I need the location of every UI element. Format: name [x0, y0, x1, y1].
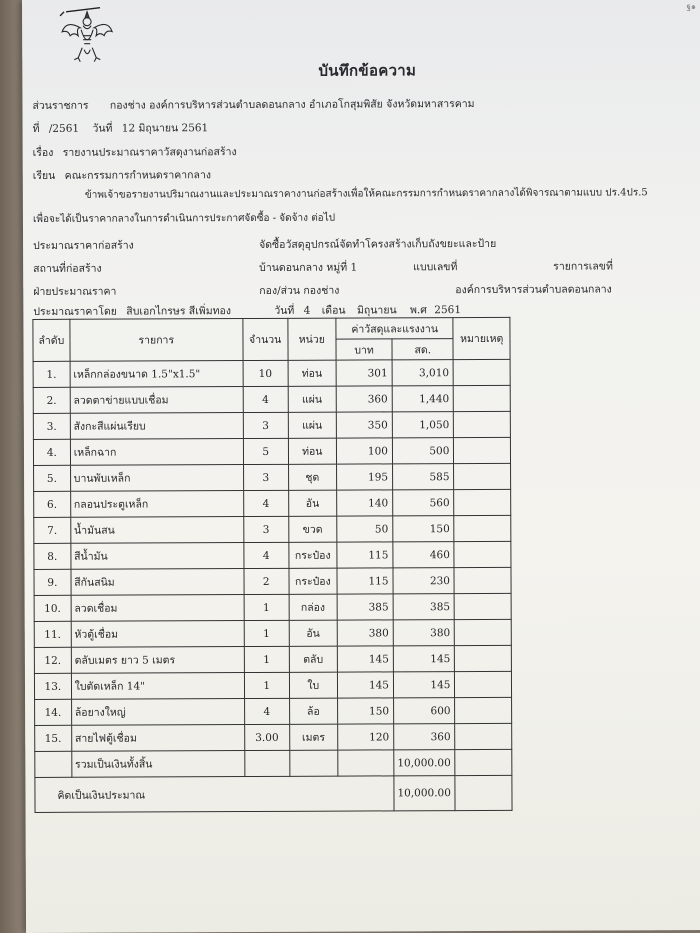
- row-unit-price: 140: [337, 490, 393, 516]
- table-row: [34, 593, 511, 621]
- row-unit-price: 301: [336, 360, 392, 386]
- row-total: 460: [393, 542, 455, 568]
- row-remark: [454, 437, 511, 463]
- row-quantity: 3.00: [245, 724, 290, 750]
- subject-label: เรื่อง: [32, 146, 54, 159]
- body-paragraph-line-2: เพื่อจะได้เป็นราคากลางในการดำเนินการประกาศจัดซื้อ - จัดจ้าง ต่อไป: [32, 212, 336, 225]
- table-row: [34, 515, 511, 543]
- sum-empty-remark: [455, 749, 512, 775]
- header-price: บาท: [336, 339, 392, 360]
- row-number: 10.: [34, 595, 71, 621]
- row-item: ลวดตาข่ายแบบเชื่อม: [70, 387, 243, 414]
- estimate-day: 4: [303, 304, 311, 317]
- sum-row: [35, 749, 512, 777]
- row-number: 15.: [35, 725, 72, 751]
- row-unit: แผ่น: [288, 412, 337, 438]
- row-unit: กระป๋อง: [288, 568, 337, 594]
- row-quantity: 3: [243, 464, 288, 490]
- row-quantity: 1: [244, 646, 289, 672]
- row-remark: [455, 593, 512, 619]
- row-quantity: 4: [243, 386, 288, 412]
- row-item: เหล็กฉาก: [70, 439, 243, 466]
- row-unit: ท่อน: [288, 438, 337, 464]
- sum-empty-qty: [245, 750, 290, 776]
- organization-value: องค์การบริหารส่วนตำบลดอนกลาง: [455, 283, 612, 297]
- department-label: ฝ่ายประมาณราคา: [33, 285, 117, 298]
- row-quantity: 2: [244, 568, 289, 594]
- grand-empty-remark: [455, 775, 512, 810]
- row-remark: [454, 567, 511, 593]
- project-label: ประมาณราคาก่อสร้าง: [33, 239, 134, 252]
- ref-label: ที่: [32, 122, 40, 135]
- table-row: [34, 463, 511, 491]
- row-unit-price: 150: [338, 698, 394, 724]
- row-remark: [454, 515, 511, 541]
- row-unit-price: 360: [336, 386, 392, 412]
- estimator-value: สิบเอกไกรษร สีเพิ่มทอง: [126, 305, 232, 318]
- sum-label: รวมเป็นเงินทั้งสิ้น: [71, 751, 244, 778]
- garuda-emblem-icon: [56, 6, 118, 64]
- row-item: เหล็กกล่องขนาด 1.5"x1.5": [70, 361, 243, 388]
- row-number: 6.: [34, 491, 71, 517]
- row-item: สีน้ำมัน: [71, 543, 244, 570]
- table-row: [34, 567, 511, 595]
- header-unit: หน่วย: [287, 318, 336, 360]
- row-remark: [455, 723, 512, 749]
- sum-empty-price: [338, 750, 394, 776]
- body-paragraph-line-1: ข้าพเจ้าขอรายงานปริมาณงานและประมาณราคางานก่อสร้างเพื่อให้คณะกรรมการกำหนดราคากลางได้พิจารณาตามแบบ ปร.4ปร.5: [84, 187, 648, 201]
- table-row: [34, 645, 511, 673]
- row-unit: ล้อ: [289, 698, 338, 724]
- document-title: บันทึกข้อความ: [318, 61, 417, 80]
- row-remark: [455, 697, 512, 723]
- estimate-table: [32, 317, 512, 813]
- row-total: 560: [393, 490, 455, 516]
- row-unit: ขวด: [288, 516, 337, 542]
- table-row: [34, 541, 511, 569]
- project-value: จัดซื้อวัสดุอุปกรณ์จัดทำโครงสร้างเก็บถังขยะและป้าย: [259, 237, 497, 251]
- grand-total-label: คิดเป็นเงินประมาณ: [35, 776, 394, 813]
- row-unit: กล่อง: [289, 594, 338, 620]
- row-remark: [454, 411, 511, 437]
- row-item: ตลับเมตร ยาว 5 เมตร: [71, 647, 244, 674]
- row-total: 1,050: [392, 412, 454, 438]
- table-row: [34, 619, 511, 647]
- to-value: คณะกรรมการกำหนดราคากลาง: [64, 169, 212, 182]
- estimate-year: 2561: [434, 304, 462, 317]
- row-total: 1,440: [392, 386, 454, 412]
- table-body: [33, 359, 512, 751]
- sum-empty-unit: [289, 750, 338, 776]
- row-remark: [454, 359, 511, 385]
- row-number: 1.: [33, 361, 70, 387]
- row-unit-price: 195: [337, 464, 393, 490]
- table-row: [33, 385, 510, 413]
- grand-total-value: 10,000.00: [394, 776, 456, 811]
- header-cost: ค่าวัสดุและแรงงาน: [336, 318, 453, 340]
- estimate-month: มิถุนายน: [356, 304, 397, 317]
- row-item: สีกันสนิม: [71, 569, 244, 596]
- row-unit: ตลับ: [289, 646, 338, 672]
- location-value: บ้านดอนกลาง หมู่ที่ 1: [259, 261, 358, 274]
- row-item: บานพับเหล็ก: [70, 465, 243, 492]
- date-label: วันที่: [92, 122, 113, 135]
- row-total: 3,010: [392, 360, 454, 386]
- row-number: 12.: [34, 647, 71, 673]
- memo-document: [22, 0, 700, 933]
- row-unit-price: 120: [338, 724, 394, 750]
- row-remark: [454, 489, 511, 515]
- row-quantity: 3: [243, 412, 288, 438]
- row-quantity: 4: [244, 542, 289, 568]
- row-number: 7.: [34, 517, 71, 543]
- row-quantity: 1: [244, 620, 289, 646]
- table-row: [35, 723, 512, 751]
- header-item: รายการ: [70, 319, 243, 362]
- row-unit: ใบ: [289, 672, 338, 698]
- row-unit-price: 100: [336, 438, 392, 464]
- row-unit-price: 115: [337, 542, 393, 568]
- row-unit-price: 115: [337, 568, 393, 594]
- row-item: ใบตัดเหล็ก 14": [71, 673, 244, 700]
- row-unit: อัน: [289, 620, 338, 646]
- row-number: 2.: [33, 387, 70, 413]
- sum-no-cell: [35, 751, 72, 777]
- estimate-month-label: เดือน: [321, 304, 346, 317]
- row-total: 145: [393, 672, 455, 698]
- row-unit-price: 380: [337, 620, 393, 646]
- header-no: ลำดับ: [33, 319, 70, 361]
- row-total: 145: [393, 646, 455, 672]
- row-number: 11.: [34, 621, 71, 647]
- row-number: 5.: [34, 465, 71, 491]
- location-label: สถานที่ก่อสร้าง: [33, 262, 102, 275]
- row-unit: อัน: [288, 490, 337, 516]
- row-total: 150: [393, 516, 455, 542]
- table-row: [34, 489, 511, 517]
- row-number: 8.: [34, 543, 71, 569]
- row-total: 380: [393, 620, 455, 646]
- row-total: 360: [394, 724, 456, 750]
- corner-mark: ฐ๑: [686, 2, 696, 11]
- agency-line: [32, 95, 474, 114]
- row-remark: [454, 385, 511, 411]
- row-remark: [454, 541, 511, 567]
- table-row: [35, 697, 512, 725]
- row-quantity: 4: [244, 698, 289, 724]
- table-row: [33, 359, 510, 387]
- department-value: กอง/ส่วน กองช่าง: [259, 284, 340, 297]
- row-unit: เมตร: [289, 724, 338, 750]
- row-total: 500: [392, 438, 454, 464]
- row-unit: ท่อน: [288, 360, 337, 386]
- row-unit-price: 145: [338, 672, 394, 698]
- row-number: 4.: [33, 439, 70, 465]
- row-item: สังกะสีแผ่นเรียบ: [70, 413, 243, 440]
- row-remark: [455, 619, 512, 645]
- to-line: [33, 166, 211, 184]
- row-remark: [454, 463, 511, 489]
- row-remark: [455, 645, 512, 671]
- table-row: [34, 671, 511, 699]
- row-remark: [455, 671, 512, 697]
- row-unit: แผ่น: [288, 386, 337, 412]
- row-unit: กระป๋อง: [288, 542, 337, 568]
- row-item: หัวตู้เชื่อม: [71, 621, 244, 648]
- row-number: 3.: [33, 413, 70, 439]
- header-remark: หมายเหตุ: [453, 317, 510, 359]
- table-row: [33, 411, 510, 439]
- row-quantity: 4: [244, 490, 289, 516]
- plan-number-label: แบบเลขที่: [413, 261, 458, 274]
- row-quantity: 10: [243, 360, 288, 386]
- row-quantity: 3: [244, 516, 289, 542]
- date-value: 12 มิถุนายน 2561: [121, 122, 209, 135]
- row-quantity: 1: [244, 672, 289, 698]
- row-unit-price: 350: [336, 412, 392, 438]
- header-qty: จำนวน: [243, 318, 288, 360]
- list-number-label: รายการเลขที่: [553, 260, 613, 273]
- row-quantity: 1: [244, 594, 289, 620]
- row-number: 14.: [35, 699, 72, 725]
- row-unit: ชุด: [288, 464, 337, 490]
- row-number: 13.: [34, 673, 71, 699]
- estimate-year-label: พ.ศ: [409, 304, 427, 317]
- row-item: กลอนประตูเหล็ก: [70, 491, 243, 518]
- grand-total-row: [35, 775, 512, 812]
- row-item: ลวดเชื่อม: [71, 595, 244, 622]
- row-quantity: 5: [243, 438, 288, 464]
- subject-value: รายงานประมาณราคาวัสดุงานก่อสร้าง: [62, 146, 237, 159]
- row-item: น้ำมันสน: [70, 517, 243, 544]
- estimator-label: ประมาณราคาโดย: [33, 305, 117, 318]
- row-item: ล้อยางใหญ่: [71, 699, 244, 726]
- to-label: เรียน: [32, 169, 56, 182]
- estimate-date-label: วันที่: [274, 304, 295, 317]
- table-row: [33, 437, 510, 465]
- ref-value: /2561: [48, 122, 80, 135]
- row-unit-price: 50: [337, 516, 393, 542]
- row-unit-price: 145: [337, 646, 393, 672]
- ref-date-line: [33, 119, 209, 137]
- row-total: 585: [393, 464, 455, 490]
- subject-line: [33, 143, 237, 161]
- row-total: 230: [393, 568, 455, 594]
- row-total: 600: [394, 698, 456, 724]
- row-item: สายไฟตู้เชื่อม: [71, 725, 244, 752]
- row-unit-price: 385: [337, 594, 393, 620]
- table-header-row: [33, 317, 510, 340]
- agency-value: กองช่าง องค์การบริหารส่วนตำบลดอนกลาง อำเภอโกสุมพิสัย จังหวัดมหาสารคาม: [109, 98, 475, 112]
- header-total: สด.: [392, 339, 454, 360]
- row-total: 385: [393, 594, 455, 620]
- sum-value: 10,000.00: [394, 750, 456, 776]
- agency-label: ส่วนราชการ: [32, 99, 89, 112]
- row-number: 9.: [34, 569, 71, 595]
